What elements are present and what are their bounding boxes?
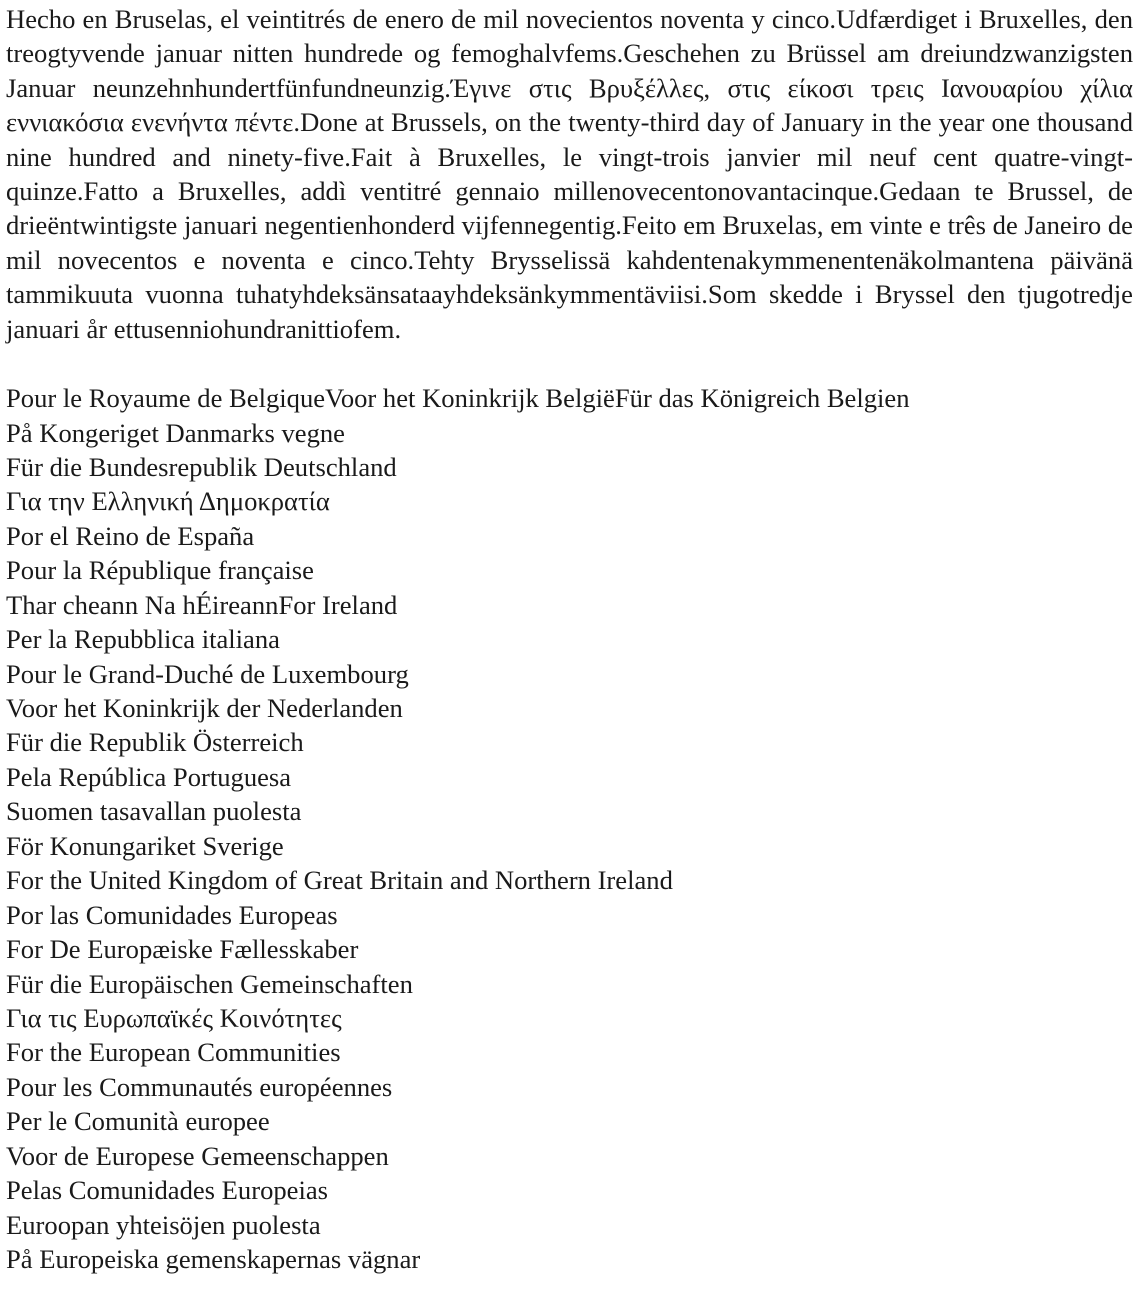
signatory-line: För Konungariket Sverige [6, 830, 284, 861]
signatory-line: Por las Comunidades Europeas [6, 899, 338, 930]
signatory-line: Pela República Portuguesa [6, 761, 292, 792]
signatory-line: Por el Reino de España [6, 520, 255, 551]
signatory-line: Pour la République française [6, 555, 314, 586]
signatory-line: Pelas Comunidades Europeias [6, 1175, 329, 1206]
signatory-line: Pour les Communautés européennes [6, 1071, 393, 1102]
signatory-line: Euroopan yhteisöjen puolesta [6, 1209, 321, 1240]
signatory-line: Per le Comunità europee [6, 1106, 270, 1137]
signatory-line: For the European Communities [6, 1037, 341, 1068]
signatory-line: På Kongeriget Danmarks vegne [6, 417, 345, 448]
signatory-line: Pour le Grand-Duché de Luxembourg [6, 658, 409, 689]
closing-formula-paragraph: Hecho en Bruselas, el veintitrés de enero de mil novecientos noventa y cinco.Udfærdiget i Bruxelles, den treogtyvende januar nitten hundrede og femoghalvfems.Geschehen zu Brüssel am dreiundzwanzigsten Januar neunzehnhundertfünfundneunzig.Έγινε στις Βρυξέλλες, στις είκοσι τρεις Ιανουαρίου χίλια εννιακόσια ενενήντα πέντε.Done at Brussels, on the twenty-third day of January in the year one thousand nine hundred and ninety-five.Fait à Bruxelles, le vingt-trois janvier mil neuf cent quatre-vingt-quinze.Fatto a Bruxelles, addì ventitré gennaio millenovecentonovantacinque.Gedaan te Brussel, de drieëntwintigste januari negentienhonderd vijfennegentig.Feito em Bruxelas, em vinte e três de Janeiro de mil novecentos e noventa e cinco.Tehty Brysselissä kahdentenakymmenentenäkolmantena päivänä tammikuuta vuonna tuhatyhdeksänsataayhdeksänkymmentäviisi.Som skedde i Bryssel den tjugotredje januari år ettusenniohundranittiofem. [6, 4, 1133, 344]
signatories-list [6, 381, 1133, 1276]
signatory-line: For the United Kingdom of Great Britain and Northern Ireland [6, 865, 673, 896]
signatory-line: Pour le Royaume de BelgiqueVoor het Koninkrijk BelgiëFür das Königreich Belgien [6, 383, 910, 414]
signatory-line: Suomen tasavallan puolesta [6, 796, 302, 827]
signatory-line: På Europeiska gemenskapernas vägnar [6, 1244, 421, 1274]
signatory-line: Für die Bundesrepublik Deutschland [6, 451, 397, 482]
signatory-line: Für die Republik Österreich [6, 727, 304, 758]
signatory-line: Voor de Europese Gemeenschappen [6, 1140, 389, 1171]
document-page [6, 0, 1133, 1276]
signatory-line: Για τις Ευρωπαϊκές Κοινότητες [6, 1002, 342, 1033]
signatory-line: Für die Europäischen Gemeinschaften [6, 968, 413, 999]
signatory-line: For De Europæiske Fællesskaber [6, 934, 359, 965]
signatory-line: Per la Repubblica italiana [6, 624, 280, 655]
signatory-line: Voor het Koninkrijk der Nederlanden [6, 693, 403, 723]
signatory-line: Για την Ελληνική Δημοκρατία [6, 486, 330, 517]
signatory-line: Thar cheann Na hÉireannFor Ireland [6, 589, 398, 620]
